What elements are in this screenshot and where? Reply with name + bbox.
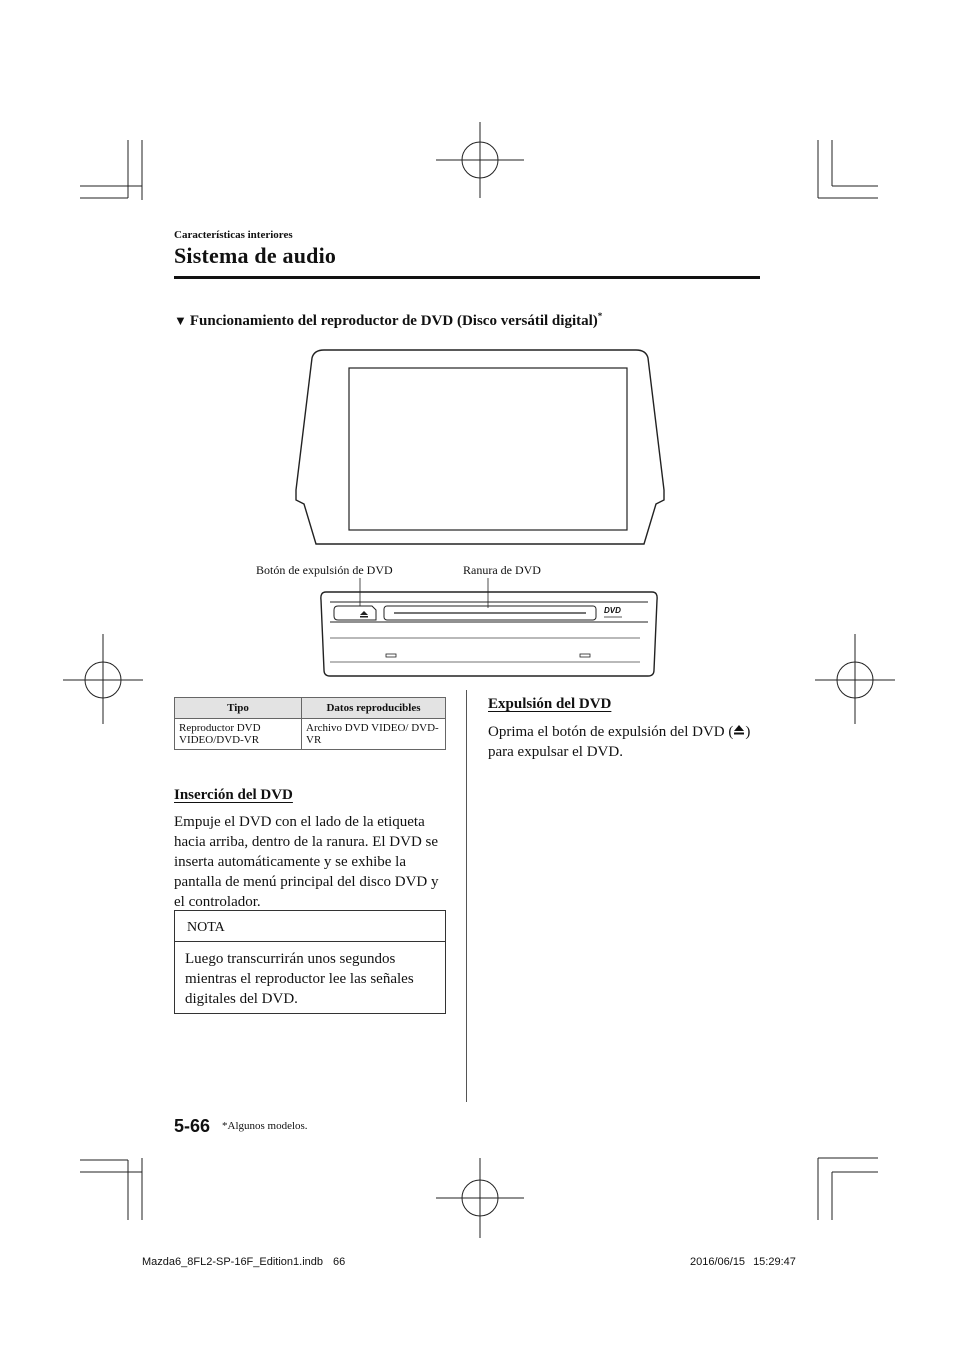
- dvd-unit-housing: [321, 592, 657, 676]
- dvd-logo: DVD: [604, 606, 621, 615]
- insertion-heading: Inserción del DVD: [174, 787, 293, 803]
- print-file-name: Mazda6_8FL2-SP-16F_Edition1.indb: [142, 1256, 324, 1268]
- note-box: [174, 910, 446, 1014]
- column-divider: [466, 690, 467, 1102]
- note-text: Luego transcurrirán unos segundos mientras el reproductor lee las señales digitales del DVD.: [185, 951, 414, 1007]
- section-label: Características interiores: [174, 229, 293, 241]
- print-file-page: 66: [333, 1256, 346, 1268]
- note-label: NOTA: [187, 920, 225, 935]
- triangle-marker-icon: ▼: [174, 313, 187, 328]
- slot-callout: Ranura de DVD: [463, 563, 541, 577]
- playable-media-table: [174, 697, 446, 750]
- page-number: 5-66: [174, 1116, 211, 1136]
- table-header-row: [175, 698, 446, 719]
- print-timestamp: [690, 1256, 804, 1268]
- insertion-text: Empuje el DVD con el lado de la etiqueta hacia arriba, dentro de la ranura. El DVD se inserta automáticamente y se exhibe la pantalla de menú principal del disco DVD y el controlador.: [174, 814, 439, 910]
- screen-display: [349, 368, 627, 530]
- page-title: Sistema de audio: [174, 243, 337, 268]
- note-header: [175, 911, 445, 942]
- eject-button-callout: Botón de expulsión de DVD: [256, 563, 393, 577]
- table-cell-data: Archivo DVD VIDEO/ DVD-VR: [302, 719, 446, 750]
- subheading-asterisk: *: [597, 311, 603, 321]
- table-header-data: Datos reproducibles: [302, 698, 446, 719]
- dvd-player-subheading: [174, 311, 602, 330]
- print-time: 15:29:47: [753, 1256, 796, 1268]
- footnote: *Algunos modelos.: [222, 1120, 308, 1132]
- dvd-player-illustration: [290, 340, 670, 690]
- print-file-info: [142, 1256, 355, 1268]
- ejection-text-before: Oprima el botón de expulsión del DVD (: [488, 724, 734, 740]
- print-date: 2016/06/15: [690, 1256, 746, 1268]
- subheading-text: Funcionamiento del reproductor de DVD (Disco versátil digital): [189, 313, 598, 329]
- table-header-type: Tipo: [175, 698, 302, 719]
- header-rule: [174, 276, 760, 279]
- eject-icon: [733, 722, 745, 742]
- dvd-eject-button: [334, 606, 376, 620]
- table-cell-type: Reproductor DVD VIDEO/DVD-VR: [175, 719, 302, 750]
- ejection-heading: Expulsión del DVD: [488, 696, 612, 712]
- ejection-text: [488, 722, 760, 762]
- ejection-text-after: ) para expulsar el DVD.: [488, 724, 751, 760]
- table-row: [175, 719, 446, 750]
